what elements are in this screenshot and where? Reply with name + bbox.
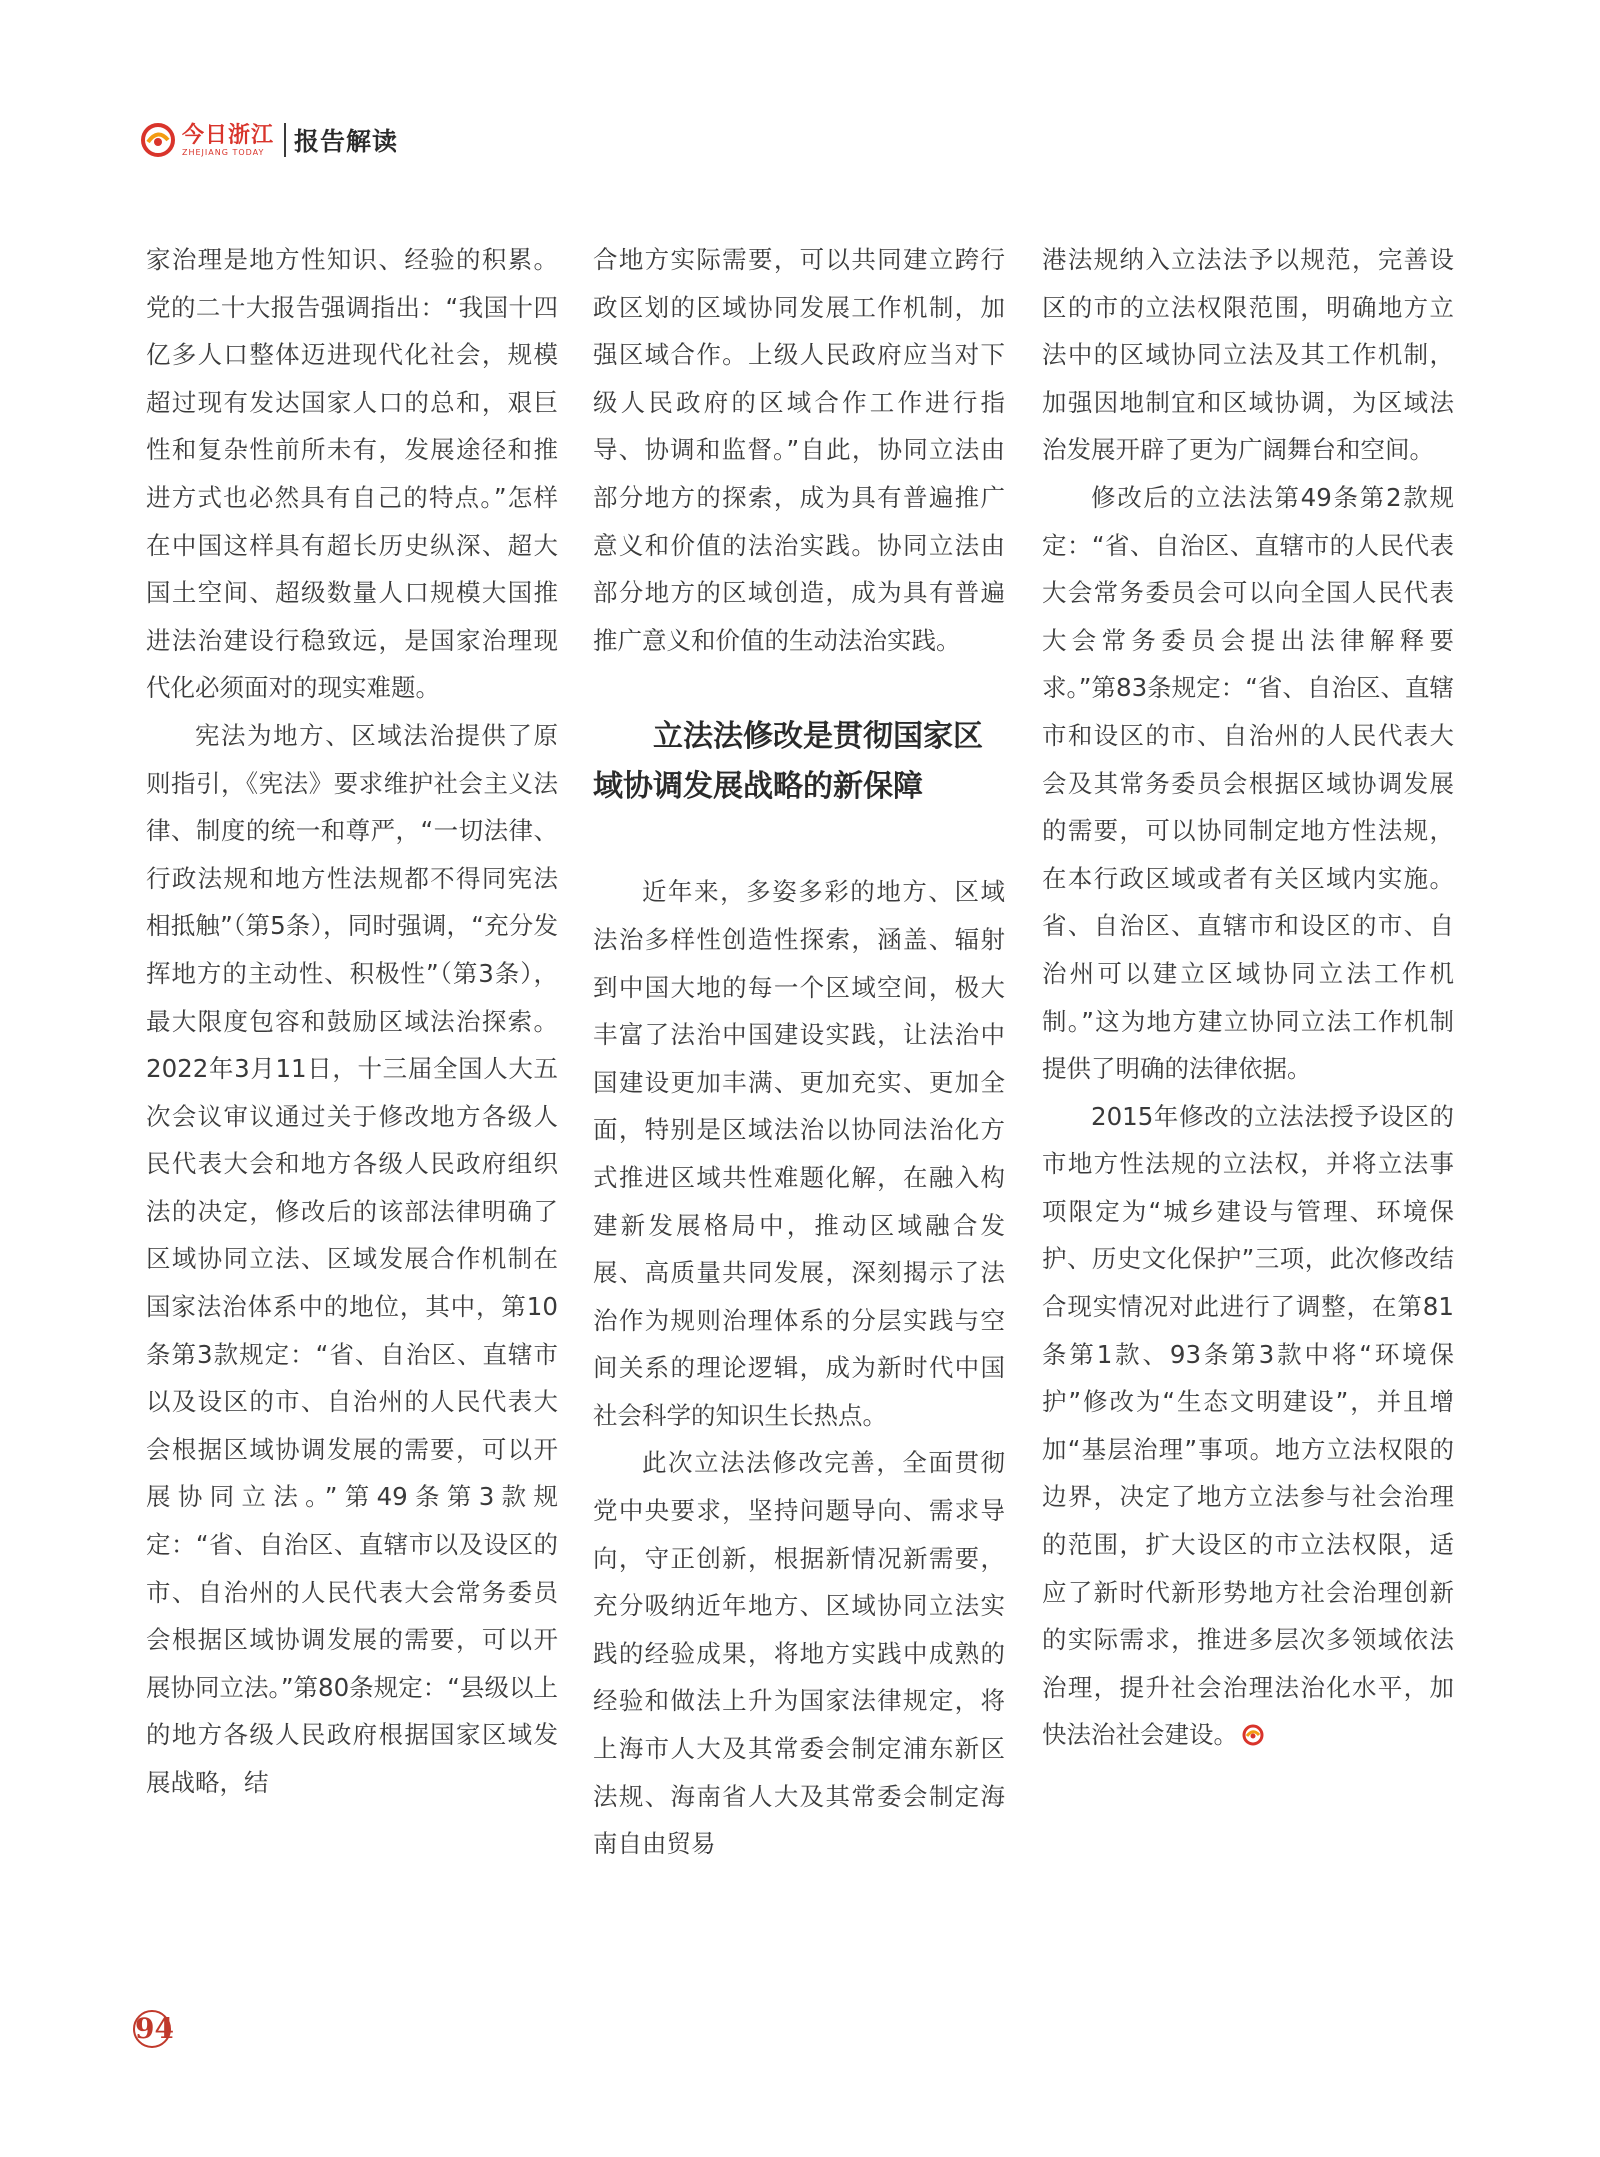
col3-paragraph-1: 港法规纳入立法法予以规范，完善设区的市的立法权限范围，明确地方立法中的区域协同立法及其工作机制，加强因地制宜和区域协调，为区域法治发展开辟了更为广阔舞台和空间。 — [1042, 245, 1454, 465]
section-label: 报告解读 — [294, 127, 399, 156]
end-mark-icon — [1242, 1724, 1264, 1746]
col3-paragraph-2: 修改后的立法法第49条第2款规定：“省、自治区、直辖市的人民代表大会常务委员会可以向全国人民代表大会常务委员会提出法律解释要求。”第83条规定：“省、自治区、直辖市和设区的市、自治州的人民代表大会及其常务委员会根据区域协调发展的需要，可以协同制定地方性法规，在本行政区域或者有关区域内实施。省、自治区、直辖市和设区的市、自治州可以建立区域协同立法工作机制。”这为地方建立协同立法工作机制提供了明确的法律依据。 — [1042, 482, 1454, 1084]
page-number: 94 — [133, 2010, 171, 2048]
column-2 — [593, 236, 1005, 1868]
col3-paragraph-3-text: 2015年修改的立法法授予设区的市地方性法规的立法权，并将立法事项限定为“城乡建设与管理、环境保护、历史文化保护”三项，此次修改结合现实情况对此进行了调整，在第81条第1款、93条第3款中将“环境保护”修改为“生态文明建设”，并且增加“基层治理”事项。地方立法权限的边界，决定了地方立法参与社会治理的范围，扩大设区的市立法权限，适应了新时代新形势地方社会治理创新的实际需求，推进多层次多领域依法治理，提升社会治理法治化水平，加快法治社会建设。 — [1042, 1101, 1454, 1750]
col3-paragraph-3 — [1042, 1093, 1454, 1759]
masthead — [140, 116, 398, 164]
col1-paragraph-1: 家治理是地方性知识、经验的积累。党的二十大报告强调指出：“我国十四亿多人口整体迈进现代化社会，规模超过现有发达国家人口的总和，艰巨性和复杂性前所未有，发展途径和推进方式也必然具有自己的特点。”怎样在中国这样具有超长历史纵深、超大国土空间、超级数量人口规模大国推进法治建设行稳致远，是国家治理现代化必须面对的现实难题。 — [146, 245, 558, 703]
logo-chinese: 今日浙江 — [182, 121, 275, 148]
zhejiang-today-logo-icon — [140, 122, 176, 158]
col2-paragraph-3: 此次立法法修改完善，全面贯彻党中央要求，坚持问题导向、需求导向，守正创新，根据新情况新需要，充分吸纳近年地方、区域协同立法实践的经验成果，将地方实践中成熟的经验和做法上升为国家法律规定，将上海市人大及其常委会制定浦东新区法规、海南省人大及其常委会制定海南自由贸易 — [593, 1448, 1005, 1859]
column-3 — [1042, 236, 1454, 1759]
logo-english: ZHEJIANG TODAY — [182, 147, 265, 157]
masthead-divider — [284, 123, 286, 157]
column-1 — [146, 236, 558, 1807]
col1-paragraph-2: 宪法为地方、区域法治提供了原则指引，《宪法》要求维护社会主义法律、制度的统一和尊严，“一切法律、行政法规和地方性法规都不得同宪法相抵触”（第5条），同时强调，“充分发挥地方的主动性、积极性”（第3条），最大限度包容和鼓励区域法治探索。2022年3月11日，十三届全国人大五次会议审议通过关于修改地方各级人民代表大会和地方各级人民政府组织法的决定，修改后的该部法律明确了区域协同立法、区域发展合作机制在国家法治体系中的地位，其中，第10条第3款规定：“省、自治区、直辖市以及设区的市、自治州的人民代表大会根据区域协调发展的需要，可以开展协同立法。”第49条第3款规定：“省、自治区、直辖市以及设区的市、自治州的人民代表大会常务委员会根据区域协调发展的需要，可以开展协同立法。”第80条规定：“县级以上的地方各级人民政府根据国家区域发展战略，结 — [146, 720, 558, 1797]
col2-paragraph-1: 合地方实际需要，可以共同建立跨行政区划的区域协同发展工作机制，加强区域合作。上级人民政府应当对下级人民政府的区域合作工作进行指导、协调和监督。”自此，协同立法由部分地方的探索，成为具有普遍推广意义和价值的法治实践。协同立法由部分地方的区域创造，成为具有普遍推广意义和价值的生动法治实践。 — [593, 245, 1005, 655]
section-heading: 立法法修改是贯彻国家区域协调发展战略的新保障 — [593, 719, 983, 805]
col2-paragraph-2: 近年来，多姿多彩的地方、区域法治多样性创造性探索，涵盖、辐射到中国大地的每一个区域空间，极大丰富了法治中国建设实践，让法治中国建设更加丰满、更加充实、更加全面，特别是区域法治以协同法治化方式推进区域共性难题化解，在融入构建新发展格局中，推动区域融合发展、高质量共同发展，深刻揭示了法治作为规则治理体系的分层实践与空间关系的理论逻辑，成为新时代中国社会科学的知识生长热点。 — [593, 877, 1005, 1430]
logo-text — [182, 121, 275, 157]
